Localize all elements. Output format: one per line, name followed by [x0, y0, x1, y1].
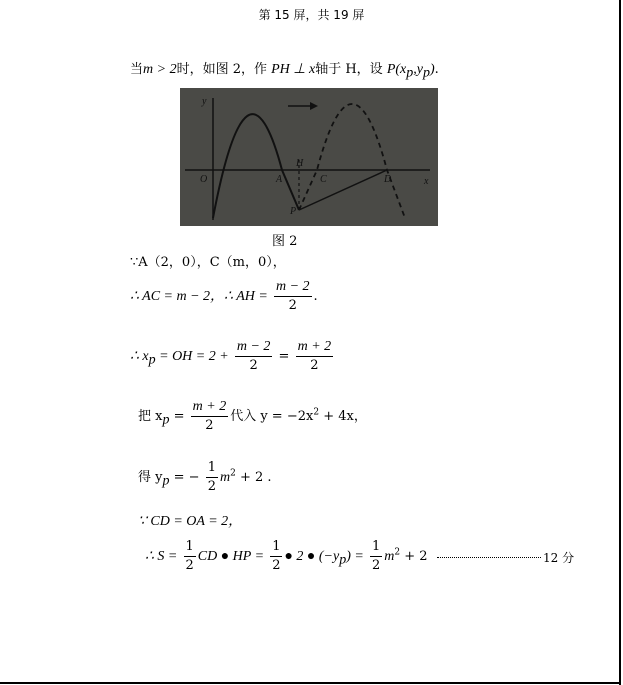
intro-point: P(x [386, 62, 407, 77]
substitute-num: m + 2 [191, 398, 229, 417]
intro-condition: m > 2 [143, 62, 177, 77]
label-p: P [290, 206, 297, 217]
area-fraction-1 [184, 538, 196, 575]
substitute-fraction [191, 398, 229, 435]
ac-ah-line [130, 278, 318, 315]
label-a: A [276, 174, 283, 185]
label-o: O [200, 174, 208, 185]
substitute-sup: 2 [313, 407, 320, 418]
yp-den: 2 [207, 479, 216, 494]
area-den2: 2 [272, 558, 281, 573]
xp-fraction-2 [296, 338, 334, 375]
ah-fraction [274, 278, 312, 315]
substitute-post: 代入 y = −2x [230, 409, 314, 424]
solid-parabola [213, 114, 299, 218]
xp-sub: p [148, 352, 156, 368]
shift-arrow-head [310, 102, 318, 110]
area-mid1: CD ● HP = [197, 549, 265, 564]
xp-num2: m + 2 [296, 338, 334, 357]
substitute-sub: p [162, 412, 170, 428]
yp-sup: 2 [230, 468, 236, 479]
area-mid3: ) = [346, 549, 364, 564]
figure-photo [180, 88, 438, 226]
area-mid2: ● 2 ● (−y [284, 549, 340, 564]
yp-post: m [219, 470, 231, 485]
ac-ah-lhs: ∴ AC = m − 2，∴ AH = [130, 289, 268, 304]
xp-eq2: = [278, 349, 290, 364]
intro-point-sub2: p [422, 65, 430, 81]
intro-perp: PH ⊥ x [271, 62, 316, 77]
label-c: C [320, 174, 327, 185]
substitute-tail: + 4x， [319, 409, 367, 424]
xp-num1: m − 2 [235, 338, 273, 357]
page-header: 第 15 屏，共 19 屏 [258, 8, 365, 22]
score-label: 12 分 [543, 551, 575, 565]
area-tail: + 2 [400, 549, 428, 564]
area-sup: 2 [394, 547, 401, 558]
frame-right-border [619, 0, 621, 685]
ah-denominator: 2 [288, 298, 297, 313]
substitute-eq: = [169, 409, 185, 424]
area-num2: 1 [270, 538, 282, 557]
xp-lhs: ∴ x [130, 349, 149, 364]
yp-pre: 得 y [138, 470, 163, 485]
frame-bottom-border [0, 682, 621, 684]
area-den3: 2 [371, 558, 381, 573]
xp-fraction-1 [235, 338, 273, 375]
label-h: H [296, 158, 304, 169]
yp-num: 1 [206, 459, 218, 478]
xp-den2: 2 [310, 358, 319, 373]
score-leader-dots [437, 557, 541, 558]
dashed-parabola [299, 104, 405, 218]
substitute-den: 2 [205, 418, 214, 433]
figure-graph [180, 88, 438, 226]
xp-line [130, 338, 335, 375]
area-fraction-2 [270, 538, 282, 575]
intro-end: . [434, 62, 439, 77]
area-line [145, 538, 428, 575]
area-num3: 1 [370, 538, 382, 557]
xp-eq1: = OH = 2 + [155, 349, 229, 364]
xp-den1: 2 [249, 358, 258, 373]
intro-line [130, 58, 439, 82]
area-pre: ∴ S = [145, 549, 178, 564]
cd-oa-line: ∵ CD = OA = 2， [138, 514, 243, 529]
label-x: x [424, 176, 429, 187]
yp-eq: = − [169, 470, 200, 485]
pd-segment [299, 170, 387, 210]
substitute-line [138, 398, 367, 435]
label-d: D [384, 174, 392, 185]
intro-prefix: 当 [130, 62, 144, 77]
substitute-pre: 把 x [138, 409, 163, 424]
ah-numerator: m − 2 [274, 278, 312, 297]
label-y: y [202, 96, 207, 107]
intro-point-close: ) [429, 62, 435, 77]
yp-line [138, 459, 272, 496]
area-sub: p [339, 552, 347, 568]
yp-sub: p [162, 473, 170, 489]
area-fraction-3 [370, 538, 382, 575]
given-points-line: ∵A（2，0），C（m，0）， [130, 255, 286, 270]
figure-caption: 图 2 [272, 234, 298, 249]
yp-tail: + 2 . [235, 470, 272, 485]
area-post: m [384, 549, 395, 564]
intro-mid1: 时，如图 2，作 [176, 62, 272, 77]
intro-point-sub1: p [406, 65, 414, 81]
yp-fraction [206, 459, 218, 496]
ac-ah-end: . [313, 289, 318, 304]
area-den1: 2 [185, 558, 194, 573]
intro-mid2: 轴于 H，设 [315, 62, 387, 77]
intro-point-comma: ,y [413, 62, 423, 77]
area-num1: 1 [184, 538, 196, 557]
